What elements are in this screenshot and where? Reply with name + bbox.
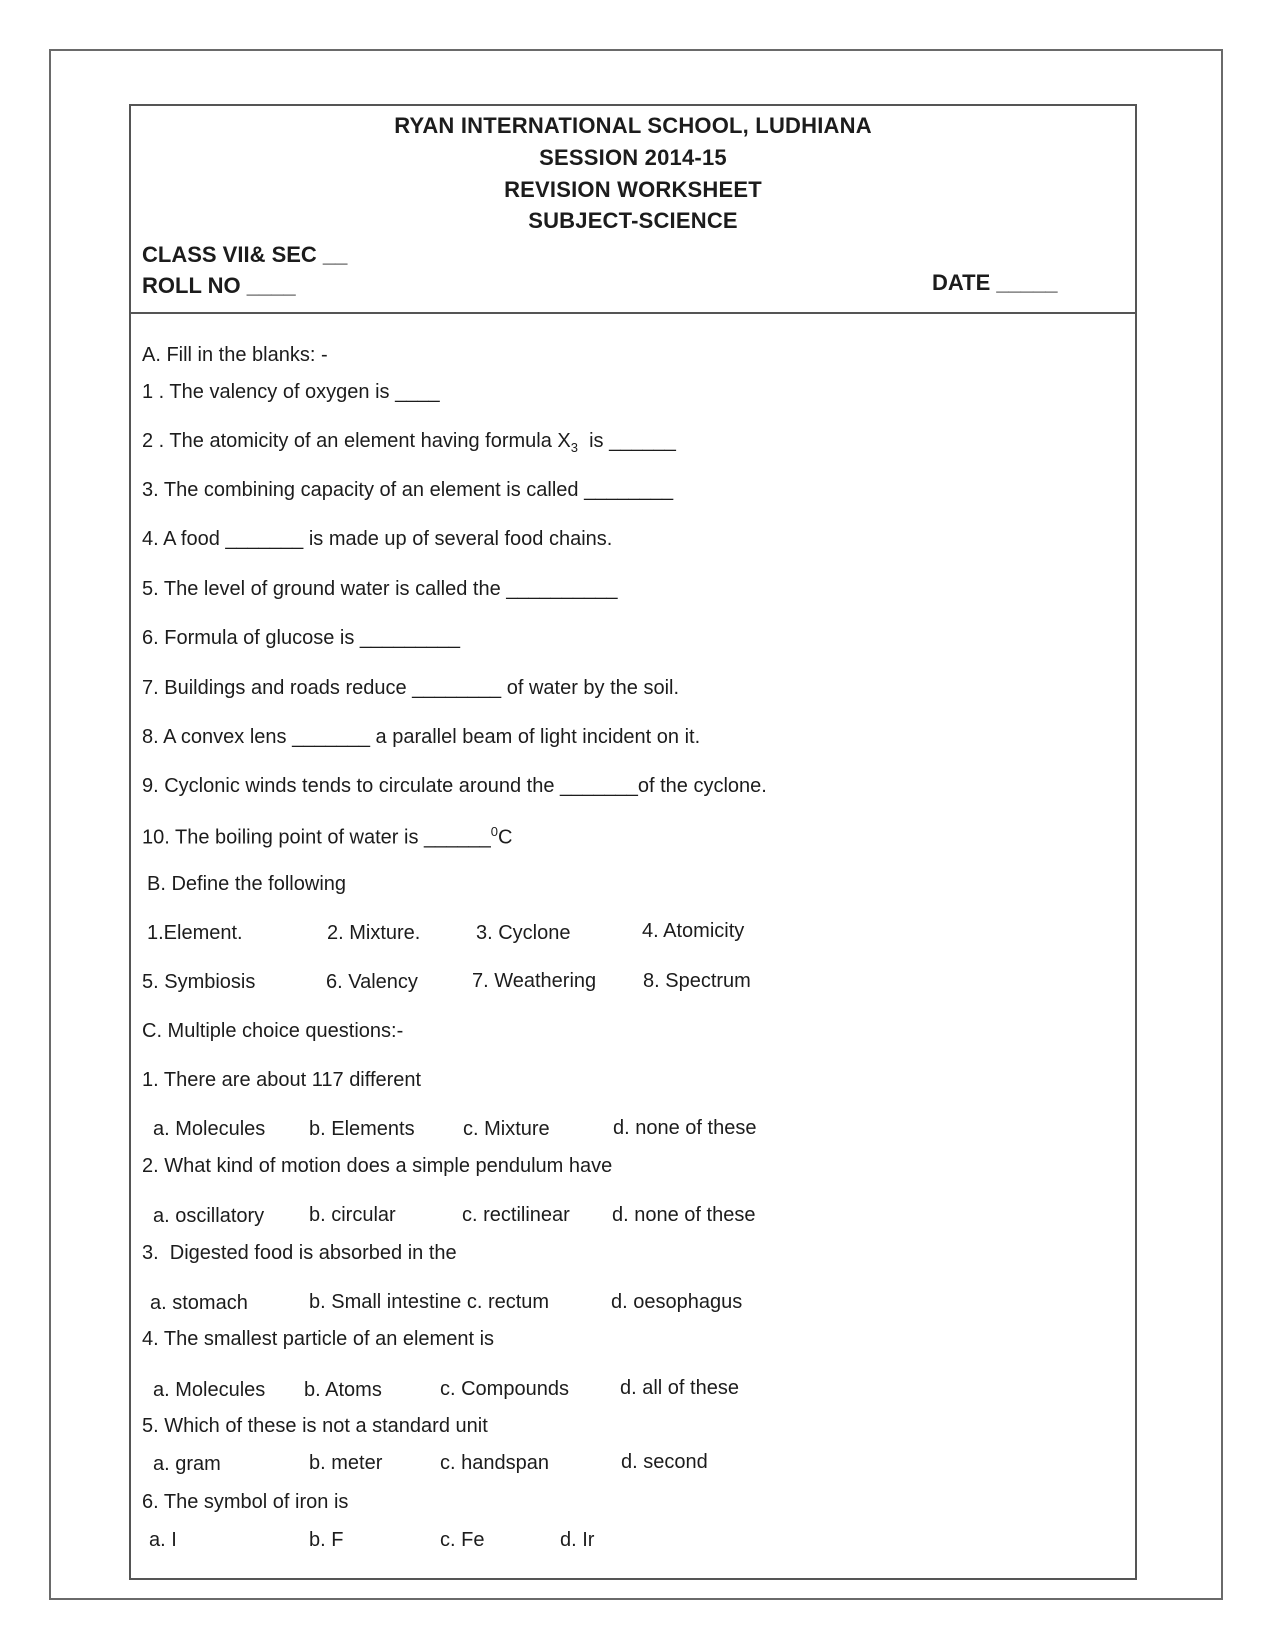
mcq-option: b. Small intestine c. rectum bbox=[309, 1291, 550, 1313]
mcq-question-1: 1. There are about 117 different bbox=[142, 1069, 422, 1091]
header-divider bbox=[129, 312, 1137, 314]
mcq-option: c. Compounds bbox=[440, 1378, 569, 1400]
question-a4: 4. A food _______ is made up of several food chains. bbox=[142, 528, 613, 550]
question-a9: 9. Cyclonic winds tends to circulate around the _______of the cyclone. bbox=[142, 775, 767, 797]
date-label: DATE _____ bbox=[932, 270, 1058, 295]
mcq-option: d. none of these bbox=[613, 1117, 757, 1139]
section-a-heading: A. Fill in the blanks: - bbox=[142, 344, 328, 366]
mcq-question-3: 3. Digested food is absorbed in the bbox=[142, 1242, 457, 1264]
question-a10: 10. The boiling point of water is ______$^0$C bbox=[142, 824, 513, 849]
define-term: 3. Cyclone bbox=[476, 922, 571, 944]
question-a6: 6. Formula of glucose is _________ bbox=[142, 627, 460, 649]
mcq-option: c. handspan bbox=[440, 1452, 549, 1474]
section-b-heading: B. Define the following bbox=[147, 873, 347, 895]
mcq-option: b. F bbox=[309, 1529, 344, 1551]
mcq-question-2: 2. What kind of motion does a simple pendulum have bbox=[142, 1155, 613, 1177]
school-name: RYAN INTERNATIONAL SCHOOL, LUDHIANA bbox=[394, 113, 872, 138]
mcq-option: a. Molecules bbox=[153, 1118, 266, 1140]
mcq-option: a. I bbox=[149, 1529, 177, 1551]
roll-no-label: ROLL NO ____ bbox=[142, 273, 296, 298]
session-title: SESSION 2014-15 bbox=[539, 145, 727, 170]
define-term: 4. Atomicity bbox=[642, 920, 745, 942]
mcq-option: a. oscillatory bbox=[153, 1205, 265, 1227]
question-a7: 7. Buildings and roads reduce ________ of water by the soil. bbox=[142, 677, 680, 699]
mcq-option: d. all of these bbox=[620, 1377, 739, 1399]
define-term: 6. Valency bbox=[326, 971, 418, 993]
define-term: 5. Symbiosis bbox=[142, 971, 256, 993]
question-a5: 5. The level of ground water is called the __________ bbox=[142, 578, 618, 600]
subject-title: SUBJECT-SCIENCE bbox=[528, 208, 738, 233]
section-c-heading: C. Multiple choice questions:- bbox=[142, 1020, 404, 1042]
define-term: 1.Element. bbox=[147, 922, 243, 944]
mcq-question-6: 6. The symbol of iron is bbox=[142, 1491, 349, 1513]
define-term: 8. Spectrum bbox=[643, 970, 751, 992]
class-label: CLASS VII& SEC __ bbox=[142, 242, 348, 267]
question-a1: 1 . The valency of oxygen is ____ bbox=[142, 381, 440, 403]
mcq-option: c. rectilinear bbox=[462, 1204, 570, 1226]
define-term: 7. Weathering bbox=[472, 970, 597, 992]
mcq-option: c. Mixture bbox=[463, 1118, 550, 1140]
mcq-option: a. Molecules bbox=[153, 1379, 266, 1401]
question-a3: 3. The combining capacity of an element is called ________ bbox=[142, 479, 674, 501]
mcq-option: d. oesophagus bbox=[611, 1291, 743, 1313]
question-a8: 8. A convex lens _______ a parallel beam of light incident on it. bbox=[142, 726, 701, 748]
define-term: 2. Mixture. bbox=[327, 922, 421, 944]
question-a2: 2 . The atomicity of an element having formula $X_3$ is ______ bbox=[142, 430, 676, 455]
mcq-option: c. Fe bbox=[440, 1529, 485, 1551]
mcq-question-5: 5. Which of these is not a standard unit bbox=[142, 1415, 488, 1437]
mcq-option: d. Ir bbox=[560, 1529, 595, 1551]
mcq-option: b. meter bbox=[309, 1452, 383, 1474]
mcq-option: b. circular bbox=[309, 1204, 396, 1226]
mcq-option: b. Elements bbox=[309, 1118, 415, 1140]
worksheet-title: REVISION WORKSHEET bbox=[504, 177, 762, 202]
mcq-option: d. none of these bbox=[612, 1204, 756, 1226]
mcq-option: b. Atoms bbox=[304, 1379, 382, 1401]
mcq-question-4: 4. The smallest particle of an element is bbox=[142, 1328, 495, 1350]
mcq-option: a. gram bbox=[153, 1453, 221, 1475]
mcq-option: a. stomach bbox=[150, 1292, 248, 1314]
mcq-option: d. second bbox=[621, 1451, 708, 1473]
